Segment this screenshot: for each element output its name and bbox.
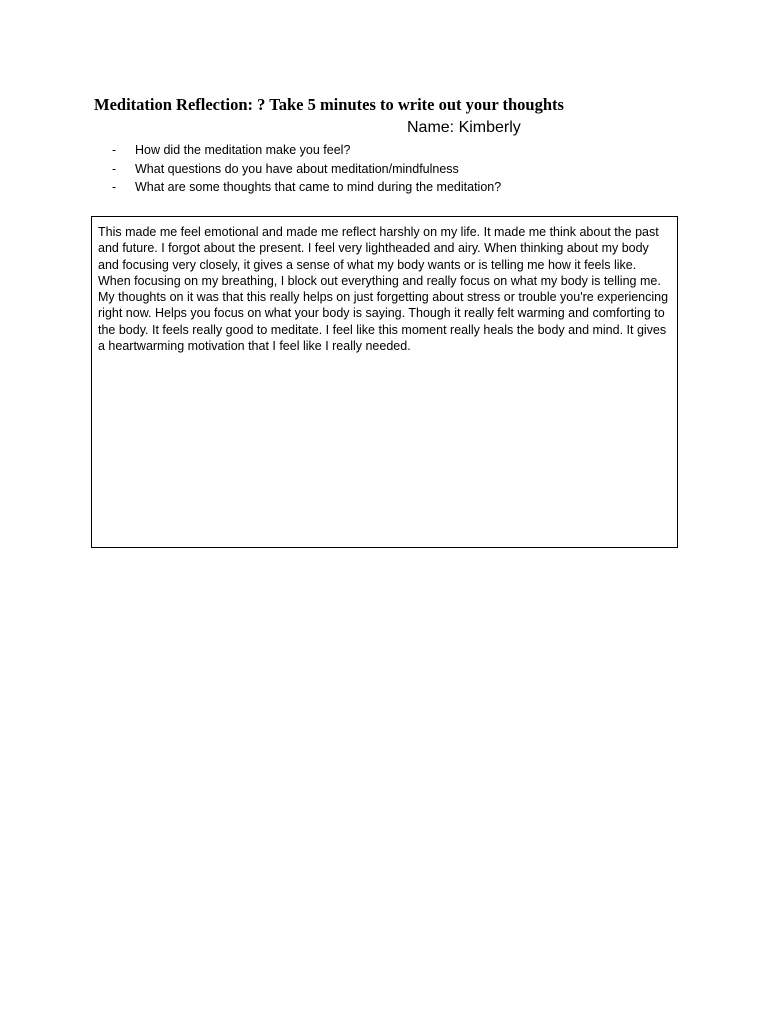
question-list — [112, 141, 501, 197]
student-name: Name: Kimberly — [407, 119, 521, 136]
bullet-dash: - — [112, 180, 117, 194]
list-item — [112, 178, 501, 197]
response-text: This made me feel emotional and made me reflect harshly on my life. It made me think about the past and future. I forgot about the present. I feel very lightheaded and airy. When thinking about my body and focusing very closely, it gives a sense of what my body wants or is telling me how it feels like. When focusing on my breathing, I block out everything and really focus on what my body is telling me. My thoughts on it was that this really helps on just forgetting about stress or trouble you're experiencing right now. Helps you focus on what your body is saying. Though it really felt warming and comforting to the body. It feels really good to meditate. I feel like this moment really heals the body and mind. It gives a heartwarming motivation that I feel like I really needed. — [98, 225, 669, 354]
list-item — [112, 141, 501, 160]
page-title: Meditation Reflection: ? Take 5 minutes to write out your thoughts — [94, 95, 564, 114]
response-text-box[interactable] — [91, 216, 678, 548]
list-item — [112, 160, 501, 179]
bullet-dash: - — [112, 161, 117, 176]
question-text: What questions do you have about meditation/mindfulness — [135, 161, 459, 176]
bullet-dash: - — [112, 143, 117, 157]
question-text: How did the meditation make you feel? — [135, 143, 351, 157]
question-text: What are some thoughts that came to mind during the meditation? — [135, 180, 502, 194]
